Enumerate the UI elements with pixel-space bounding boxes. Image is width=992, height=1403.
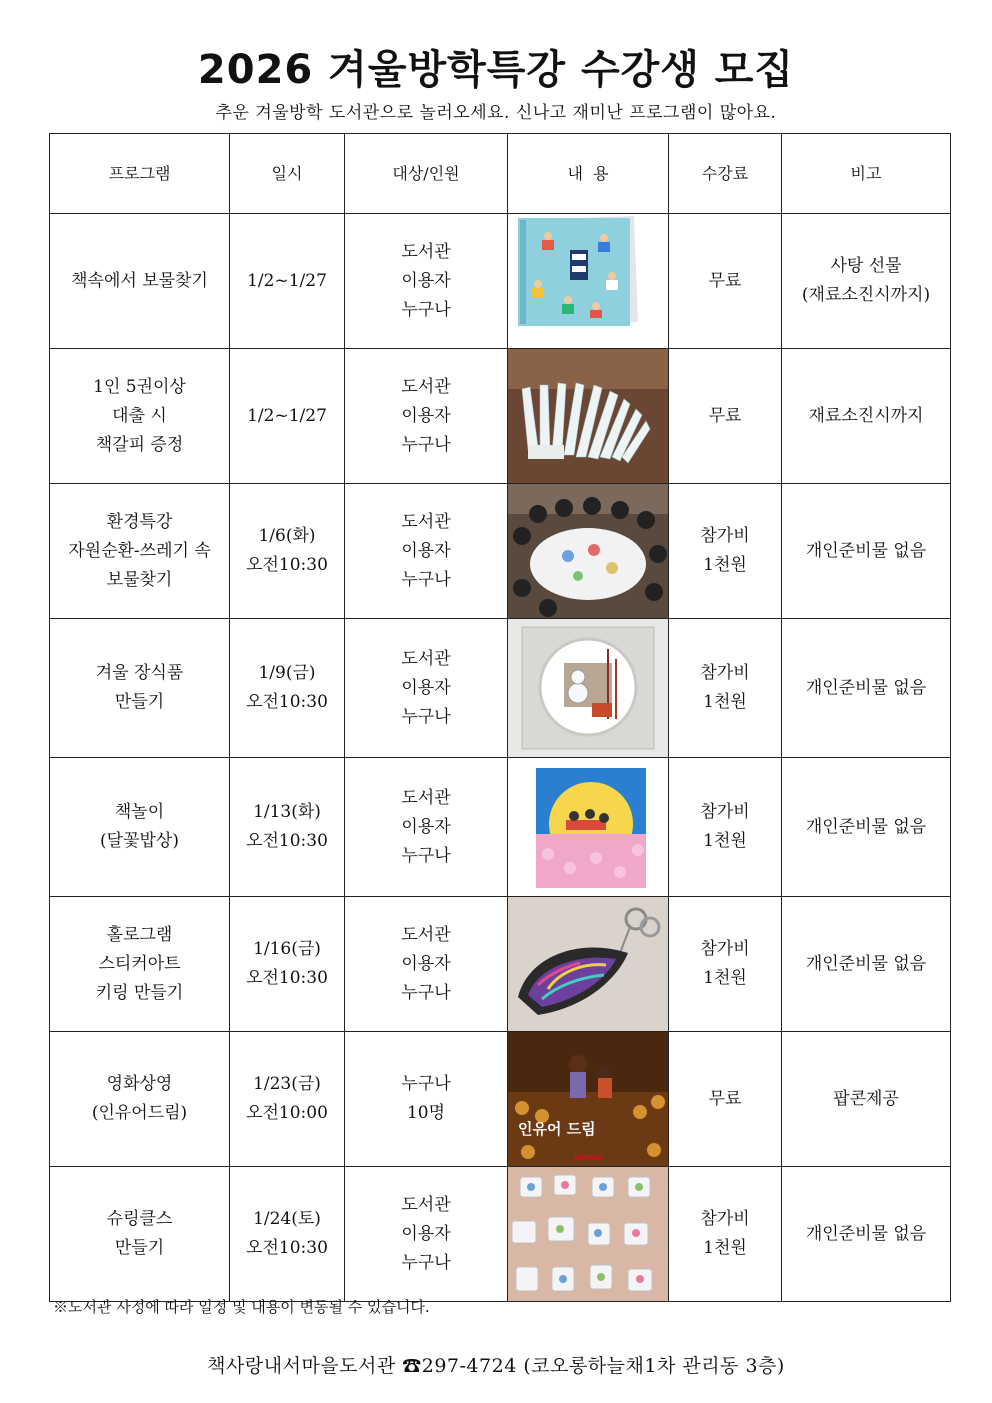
fee-cell xyxy=(669,758,782,897)
content-cell xyxy=(508,1032,669,1167)
table-row xyxy=(50,619,951,758)
program-cell xyxy=(50,1032,230,1167)
date-line: 오전10:00 xyxy=(246,1103,328,1123)
header-date: 일시 xyxy=(230,134,345,214)
target-cell xyxy=(345,619,508,758)
library-contact-footer: 책사랑내서마을도서관 ☎297-4724 (코오롱하늘채1차 관리동 3층) xyxy=(207,1355,785,1377)
date-line: 1/23(금) xyxy=(253,1074,321,1094)
program-table xyxy=(49,133,951,1302)
fee-line: 참가비 xyxy=(700,663,750,683)
note-line: (재료소진시까지) xyxy=(801,285,931,305)
target-line: 도서관 xyxy=(401,376,451,397)
date-cell xyxy=(230,349,345,484)
table-header-row xyxy=(50,134,951,214)
target-cell xyxy=(345,1032,508,1167)
fee-cell xyxy=(669,349,782,484)
target-line: 도서관 xyxy=(401,787,451,808)
target-line: 누구나 xyxy=(401,299,451,320)
program-line: 만들기 xyxy=(114,692,165,712)
fee-line: 1천원 xyxy=(703,831,747,851)
note-cell xyxy=(782,619,951,758)
date-line: 1/2~1/27 xyxy=(247,405,327,426)
table-row xyxy=(50,897,951,1032)
target-line: 도서관 xyxy=(401,924,451,945)
table-row xyxy=(50,349,951,484)
program-line: 겨울 장식품 xyxy=(95,663,184,683)
poster-brand: NETFLIX xyxy=(574,1155,602,1162)
children-activity-image xyxy=(508,484,669,618)
date-line: 오전10:30 xyxy=(246,555,328,575)
target-cell xyxy=(345,897,508,1032)
date-line: 1/24(토) xyxy=(253,1209,321,1229)
target-line: 누구나 xyxy=(401,706,451,727)
date-cell xyxy=(230,1167,345,1302)
program-line: (달꽃밥상) xyxy=(100,831,179,851)
target-line: 이용자 xyxy=(401,405,451,426)
target-line: 누구나 xyxy=(401,434,451,455)
fee-line: 참가비 xyxy=(700,802,750,822)
target-line: 누구나 xyxy=(401,1252,451,1273)
note-line: 사탕 선물 xyxy=(830,256,902,276)
fee-cell xyxy=(669,484,782,619)
date-line: 오전10:30 xyxy=(246,692,328,712)
target-line: 이용자 xyxy=(401,677,451,698)
program-cell xyxy=(50,897,230,1032)
target-line: 누구나 xyxy=(401,1074,451,1094)
table-row xyxy=(50,214,951,349)
program-line: 대출 시 xyxy=(112,405,167,426)
hologram-keyring-image xyxy=(508,897,669,1031)
date-line: 오전10:30 xyxy=(246,968,328,988)
note-line: 재료소진시까지 xyxy=(808,405,924,426)
poster-title: 인유어 드림 xyxy=(518,1120,596,1138)
target-cell xyxy=(345,758,508,897)
note-line: 팝콘제공 xyxy=(833,1088,899,1109)
date-cell xyxy=(230,619,345,758)
fee-line: 참가비 xyxy=(700,1209,750,1229)
note-cell xyxy=(782,349,951,484)
program-line: 스티커아트 xyxy=(98,953,181,974)
target-line: 이용자 xyxy=(401,953,451,974)
fee-line: 참가비 xyxy=(700,526,750,546)
date-cell xyxy=(230,484,345,619)
date-line: 1/13(화) xyxy=(253,802,321,822)
fee-line: 무료 xyxy=(708,405,742,426)
date-cell xyxy=(230,1032,345,1167)
note-line: 개인준비물 없음 xyxy=(805,1223,927,1244)
snow-globe-craft-image xyxy=(508,619,669,757)
program-cell xyxy=(50,214,230,349)
target-cell xyxy=(345,214,508,349)
table-row xyxy=(50,758,951,897)
content-cell xyxy=(508,619,669,758)
program-line: 책갈피 증정 xyxy=(95,434,184,455)
shrink-plastic-charms-image xyxy=(508,1167,669,1301)
table-row xyxy=(50,1032,951,1167)
target-line: 도서관 xyxy=(401,1194,451,1215)
moon-picture-book-image xyxy=(508,758,669,896)
target-line: 누구나 xyxy=(401,569,451,590)
target-cell xyxy=(345,1167,508,1302)
note-cell xyxy=(782,897,951,1032)
date-line: 1/2~1/27 xyxy=(247,270,327,291)
target-cell xyxy=(345,484,508,619)
program-line: 영화상영 xyxy=(106,1074,173,1094)
book-cover-runners-image xyxy=(508,214,669,348)
target-line: 이용자 xyxy=(401,816,451,837)
header-program: 프로그램 xyxy=(50,134,230,214)
target-line: 이용자 xyxy=(401,270,451,291)
table-row xyxy=(50,1167,951,1302)
fee-line: 참가비 xyxy=(700,939,750,959)
note-cell xyxy=(782,758,951,897)
program-line: 1인 5권이상 xyxy=(93,376,186,397)
note-line: 개인준비물 없음 xyxy=(805,953,927,974)
note-line: 개인준비물 없음 xyxy=(805,540,927,561)
content-cell xyxy=(508,758,669,897)
header-content: 내 용 xyxy=(508,134,669,214)
program-cell xyxy=(50,349,230,484)
fee-line: 1천원 xyxy=(703,555,747,575)
fee-line: 1천원 xyxy=(703,968,747,988)
fee-cell xyxy=(669,214,782,349)
date-cell xyxy=(230,214,345,349)
note-line: 개인준비물 없음 xyxy=(805,677,927,698)
date-cell xyxy=(230,897,345,1032)
note-cell xyxy=(782,1032,951,1167)
page-subtitle: 추운 겨울방학 도서관으로 놀러오세요. 신나고 재미난 프로그램이 많아요. xyxy=(215,103,777,123)
date-cell xyxy=(230,758,345,897)
program-line: 만들기 xyxy=(114,1238,165,1258)
fee-line: 1천원 xyxy=(703,1238,747,1258)
note-line: 개인준비물 없음 xyxy=(805,816,927,837)
content-cell xyxy=(508,897,669,1032)
program-cell xyxy=(50,619,230,758)
fee-line: 무료 xyxy=(708,1088,742,1109)
target-line: 이용자 xyxy=(401,1223,451,1244)
footnote: ※도서관 사정에 따라 일정 및 내용이 변동될 수 있습니다. xyxy=(53,1298,430,1316)
target-line: 도서관 xyxy=(401,241,451,262)
program-line: 책속에서 보물찾기 xyxy=(71,270,208,291)
date-line: 1/9(금) xyxy=(258,663,316,683)
note-cell xyxy=(782,214,951,349)
program-cell xyxy=(50,484,230,619)
target-cell xyxy=(345,349,508,484)
program-cell xyxy=(50,758,230,897)
target-line: 도서관 xyxy=(401,511,451,532)
note-cell xyxy=(782,484,951,619)
program-line: (인유어드림) xyxy=(91,1103,188,1123)
target-line: 도서관 xyxy=(401,648,451,669)
content-cell xyxy=(508,349,669,484)
program-line: 슈링클스 xyxy=(106,1209,173,1229)
fee-line: 무료 xyxy=(708,270,742,291)
page-title: 2026 겨울방학특강 수강생 모집 xyxy=(197,47,795,93)
program-line: 키링 만들기 xyxy=(95,982,184,1003)
content-cell xyxy=(508,1167,669,1302)
fee-cell xyxy=(669,897,782,1032)
date-line: 1/16(금) xyxy=(253,939,321,959)
fee-cell xyxy=(669,1167,782,1302)
date-line: 1/6(화) xyxy=(258,526,316,546)
note-cell xyxy=(782,1167,951,1302)
bookmarks-fan-image xyxy=(508,349,669,483)
header-target: 대상/인원 xyxy=(345,134,508,214)
target-line: 이용자 xyxy=(401,540,451,561)
fee-cell xyxy=(669,619,782,758)
fee-line: 1천원 xyxy=(703,692,747,712)
content-cell xyxy=(508,484,669,619)
target-line: 누구나 xyxy=(401,982,451,1003)
program-line: 환경특강 xyxy=(106,511,173,532)
table-row xyxy=(50,484,951,619)
fee-cell xyxy=(669,1032,782,1167)
date-line: 오전10:30 xyxy=(246,1238,328,1258)
program-line: 책놀이 xyxy=(114,802,165,822)
content-cell xyxy=(508,214,669,349)
program-line: 보물찾기 xyxy=(106,569,173,590)
program-line: 자원순환-쓰레기 속 xyxy=(68,540,211,561)
header-fee: 수강료 xyxy=(669,134,782,214)
target-line: 누구나 xyxy=(401,845,451,866)
date-line: 오전10:30 xyxy=(246,831,328,851)
target-line: 10명 xyxy=(406,1103,446,1123)
header-note: 비고 xyxy=(782,134,951,214)
program-line: 홀로그램 xyxy=(106,924,173,945)
program-cell xyxy=(50,1167,230,1302)
movie-poster-image xyxy=(508,1032,669,1166)
